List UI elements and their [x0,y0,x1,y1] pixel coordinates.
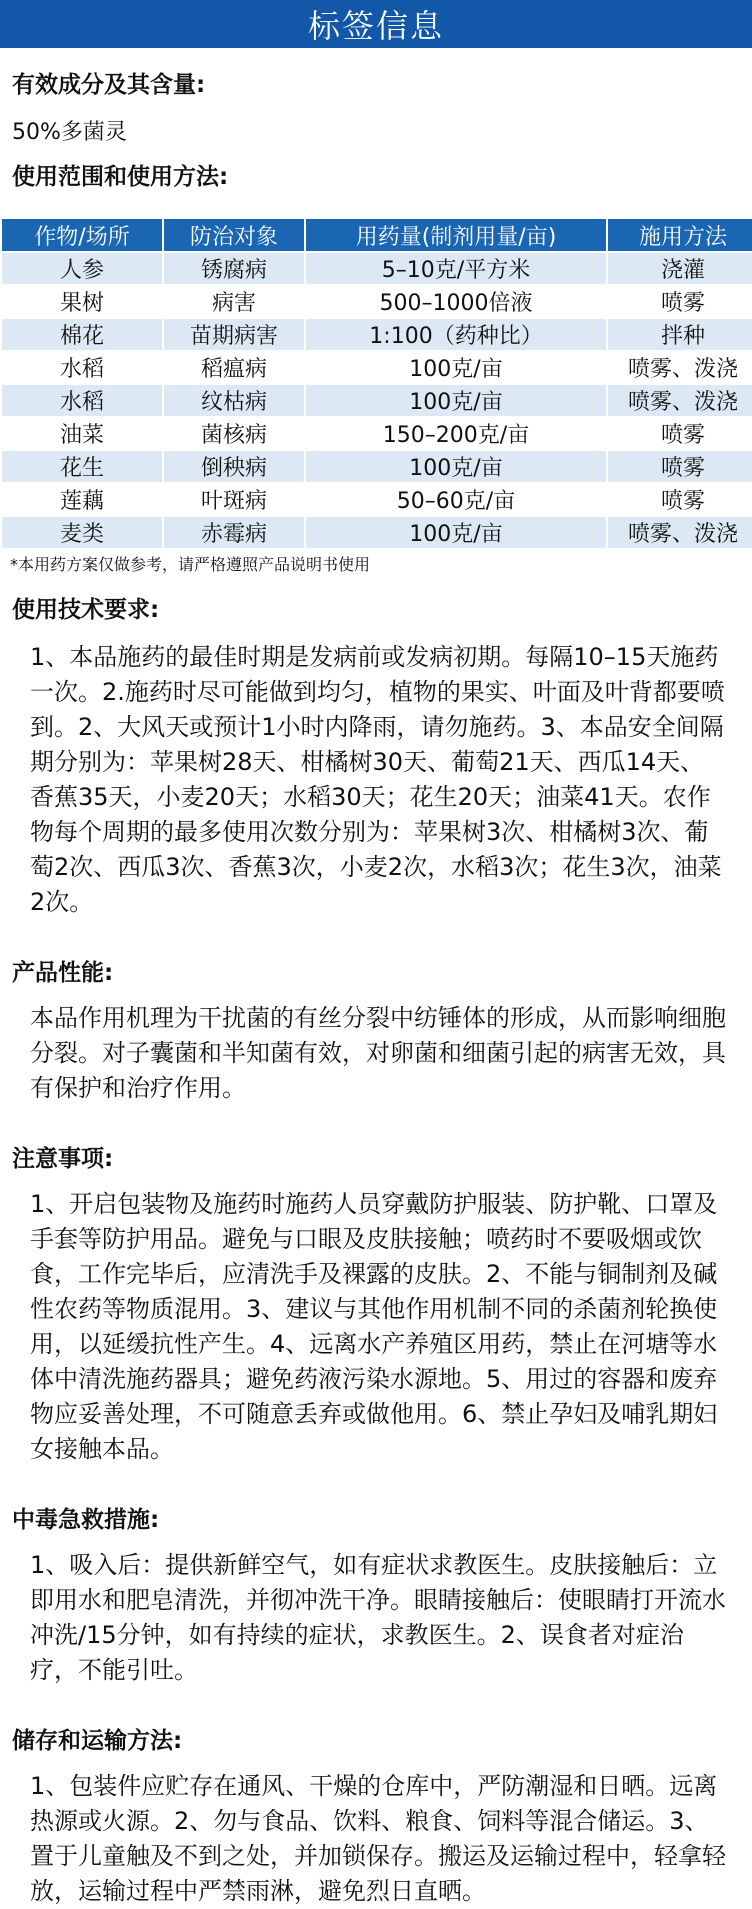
table-cell: 苗期病害 [164,319,304,352]
table-cell: 叶斑病 [164,484,304,517]
table-cell: 稻瘟病 [164,352,304,385]
caution-heading: 注意事项: [12,1146,114,1172]
table-header-cell: 用药量(制剂用量/亩) [306,219,606,253]
table-cell: 100克/亩 [306,385,606,418]
table-header-cell: 作物/场所 [2,219,162,253]
table-cell: 喷雾 [608,286,752,319]
table-row [2,418,752,451]
page-header [0,0,752,48]
firstaid-body: 1、吸入后：提供新鲜空气，如有症状求教医生。皮肤接触后：立即用水和肥皂清洗，并彻冲洗干净。眼睛接触后：使眼睛打开流水冲洗/15分钟，如有持续的症状，求教医生。2、误食者对症治疗，不能引吐。 [30,1551,726,1684]
table-row [2,484,752,517]
page-title: 标签信息 [307,7,444,45]
table-cell: 莲藕 [2,484,162,517]
table-cell: 喷雾 [608,418,752,451]
caution-section [0,1140,752,1467]
table-cell: 100克/亩 [306,517,606,550]
performance-heading: 产品性能: [12,960,114,986]
table-row [2,517,752,550]
table-cell: 麦类 [2,517,162,550]
table-row [2,286,752,319]
table-cell: 赤霉病 [164,517,304,550]
tech-heading: 使用技术要求: [12,597,160,623]
ingredient-section [0,66,752,191]
table-row [2,253,752,286]
table-cell: 5–10克/平方米 [306,253,606,286]
table-cell: 菌核病 [164,418,304,451]
table-row [2,319,752,352]
table-cell: 锈腐病 [164,253,304,286]
table-cell: 喷雾、泼浇 [608,385,752,418]
table-cell: 油菜 [2,418,162,451]
usage-table [0,219,752,550]
firstaid-heading: 中毒急救措施: [12,1507,160,1533]
table-cell: 500–1000倍液 [306,286,606,319]
table-cell: 拌种 [608,319,752,352]
scope-heading: 使用范围和使用方法: [12,164,229,190]
table-row [2,451,752,484]
table-cell: 100克/亩 [306,352,606,385]
table-cell: 纹枯病 [164,385,304,418]
table-header-row [2,219,752,253]
table-cell: 病害 [164,286,304,319]
table-note: *本用药方案仅做参考，请严格遵照产品说明书使用 [10,555,371,574]
table-cell: 喷雾、泼浇 [608,352,752,385]
storage-section [0,1722,752,1909]
storage-body: 1、包装件应贮存在通风、干燥的仓库中，严防潮湿和日晒。远离热源或火源。2、勿与食品、饮料、粮食、饲料等混合储运。3、置于儿童触及不到之处，并加锁保存。搬运及运输过程中，轻拿轻放，运输过程中严禁雨淋，避免烈日直晒。 [30,1772,726,1905]
table-cell: 150–200克/亩 [306,418,606,451]
table-cell: 水稻 [2,352,162,385]
table-cell: 花生 [2,451,162,484]
tech-body: 1、本品施药的最佳时期是发病前或发病初期。每隔10–15天施药一次。2.施药时尽可能做到均匀，植物的果实、叶面及叶背都要喷到。2、大风天或预计1小时内降雨，请勿施药。3、本品安全间隔期分别为：苹果树28天、柑橘树30天、葡萄21天、西瓜14天、香蕉35天，小麦20天；水稻30天；花生20天；油菜41天。农作物每个周期的最多使用次数分别为：苹果树3次、柑橘树3次、葡萄2次、西瓜3次、香蕉3次，小麦2次，水稻3次；花生3次，油菜2次。 [30,643,725,916]
table-cell: 50–60克/亩 [306,484,606,517]
table-cell: 人参 [2,253,162,286]
caution-body: 1、开启包装物及施药时施药人员穿戴防护服装、防护靴、口罩及手套等防护用品。避免与口眼及皮肤接触；喷药时不要吸烟或饮食，工作完毕后，应清洗手及裸露的皮肤。2、不能与铜制剂及碱性农药等物质混用。3、建议与其他作用机制不同的杀菌剂轮换使用，以延缓抗性产生。4、远离水产养殖区用药，禁止在河塘等水体中清洗施药器具；避免药液污染水源地。5、用过的容器和废弃物应妥善处理，不可随意丢弃或做他用。6、禁止孕妇及哺乳期妇女接触本品。 [30,1190,718,1463]
table-cell: 浇灌 [608,253,752,286]
ingredient-value: 50%多菌灵 [12,120,127,145]
table-cell: 棉花 [2,319,162,352]
firstaid-section [0,1501,752,1688]
ingredient-heading: 有效成分及其含量: [12,72,206,98]
performance-body: 本品作用机理为干扰菌的有丝分裂中纺锤体的形成，从而影响细胞分裂。对子囊菌和半知菌有效，对卵菌和细菌引起的病害无效，具有保护和治疗作用。 [30,1004,726,1102]
usage-table-wrap [0,219,752,575]
table-cell: 倒秧病 [164,451,304,484]
table-cell: 喷雾 [608,451,752,484]
storage-heading: 储存和运输方法: [12,1728,183,1754]
table-cell: 喷雾 [608,484,752,517]
table-row [2,385,752,418]
table-row [2,352,752,385]
table-cell: 100克/亩 [306,451,606,484]
performance-section [0,954,752,1106]
table-header-cell: 施用方法 [608,219,752,253]
table-header-cell: 防治对象 [164,219,304,253]
tech-section [0,591,752,920]
table-cell: 喷雾、泼浇 [608,517,752,550]
table-cell: 1:100（药种比） [306,319,606,352]
table-cell: 果树 [2,286,162,319]
table-cell: 水稻 [2,385,162,418]
